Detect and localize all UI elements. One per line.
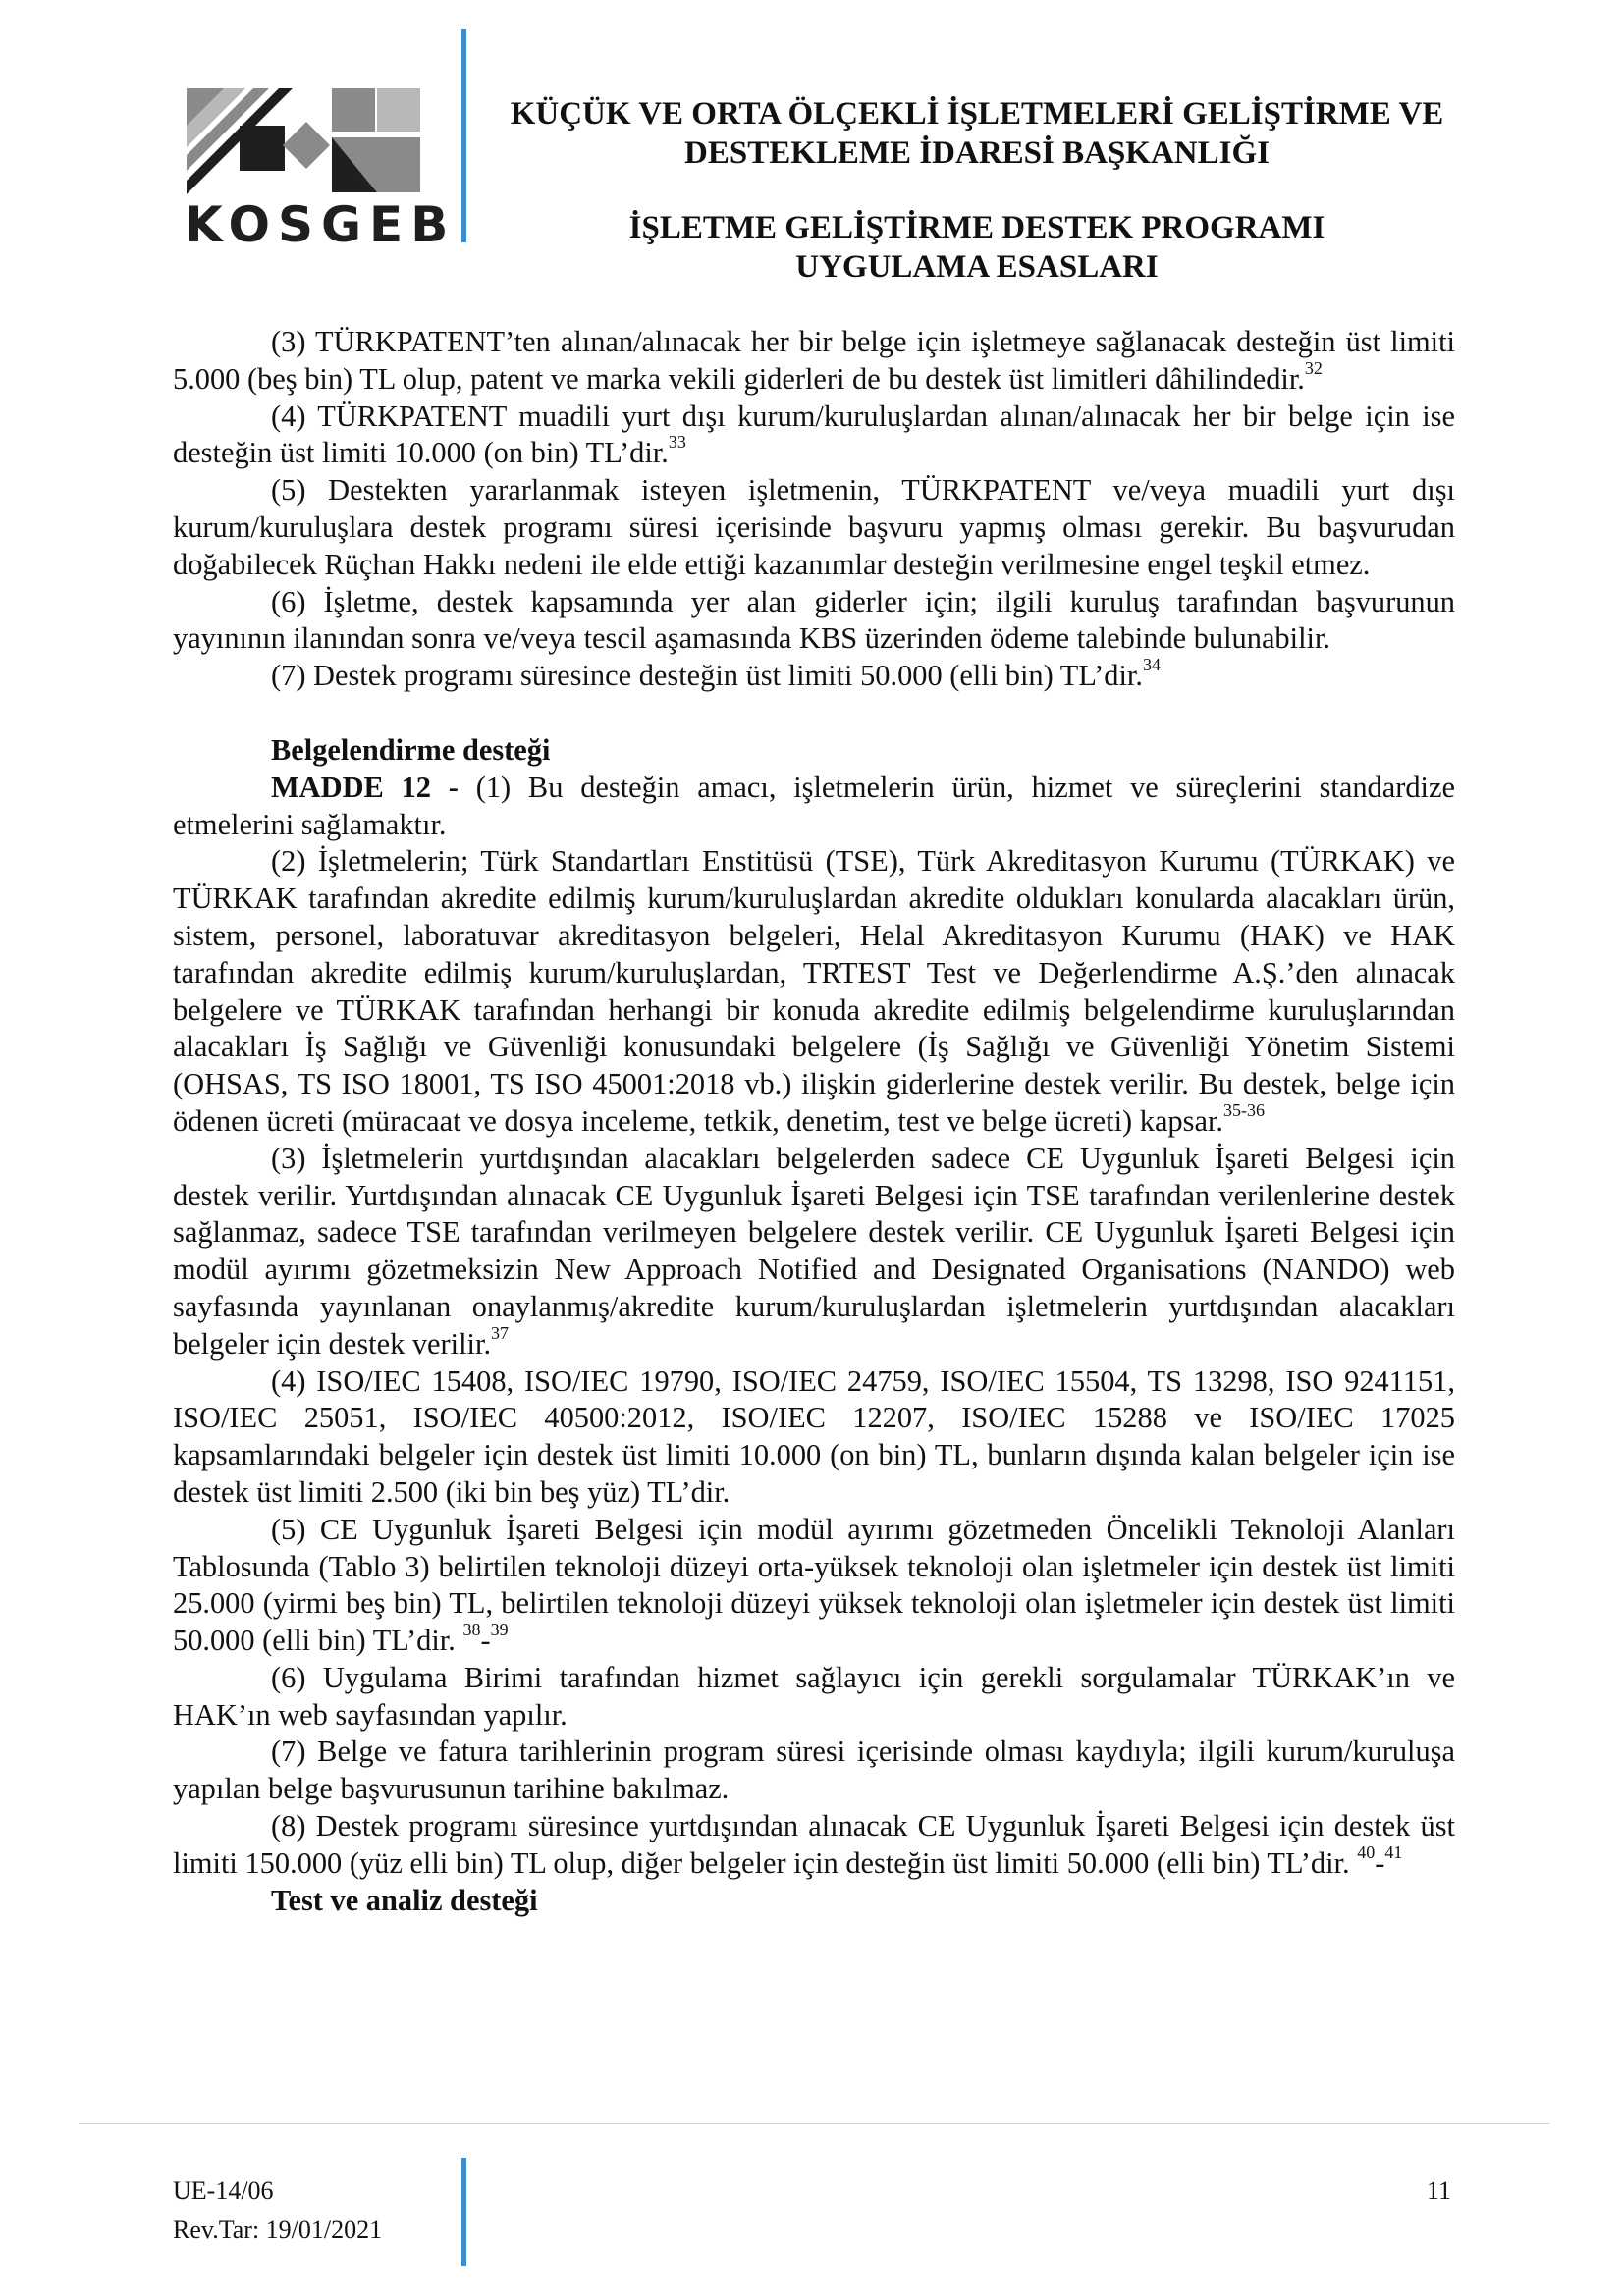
- paragraph: (5) CE Uygunluk İşareti Belgesi için modül ayırımı gözetmeden Öncelikli Teknoloji Alanları Tablosunda (Tablo 3) belirtilen teknoloji düzeyi orta-yüksek teknoloji olan işletmeler için destek üst limiti 25.000 (yirmi beş bin) TL, belirtilen teknoloji düzeyi yüksek teknoloji olan işletmeler için destek üst limiti 50.000 (elli bin) TL’dir. $^{38}$-$^{39}$: [173, 1512, 1455, 1658]
- paragraph: (4) TÜRKPATENT muadili yurt dışı kurum/kuruluşlardan alınan/alınacak her bir belge için ise desteğin üst limiti 10.000 (on bin) TL’dir.$^{33}$: [173, 399, 1455, 470]
- paragraph: (7) Destek programı süresince desteğin üst limiti 50.000 (elli bin) TL’dir.$^{34}$: [271, 655, 1161, 693]
- logo-text: KOSGEB: [185, 196, 457, 253]
- page-number: 11: [1427, 2176, 1452, 2205]
- paragraph: (6) Uygulama Birimi tarafından hizmet sağlayıcı için gerekli sorgulamalar TÜRKAK’ın ve HAK’ın web sayfasından yapılır.: [173, 1660, 1455, 1732]
- paragraph: (4) ISO/IEC 15408, ISO/IEC 19790, ISO/IEC 24759, ISO/IEC 15504, TS 13298, ISO 9241151, ISO/IEC 25051, ISO/IEC 40500:2012, ISO/IEC 12207, ISO/IEC 15288 ve ISO/IEC 17025 kapsamlarındaki belgeler için destek üst limiti 10.000 (on bin) TL, bunların dışında kalan belgeler için ise destek üst limiti 2.500 (iki bin beş yüz) TL’dir.: [173, 1363, 1455, 1509]
- section-heading: Belgelendirme desteği: [271, 732, 551, 767]
- program-line-2: UYGULAMA ESASLARI: [795, 249, 1159, 285]
- header-divider: [461, 29, 466, 242]
- document-body: [173, 324, 1455, 1919]
- footer-divider: [461, 2158, 466, 2266]
- paragraph: (3) İşletmelerin yurtdışından alacakları belgelerden sadece CE Uygunluk İşareti Belgesi için destek verilir. Yurtdışından alınacak CE Uygunluk İşareti Belgesi için TSE tarafından verilenlerine destek sağlanmaz, sadece TSE tarafından verilmeyen belgelere destek verilir. CE Uygunluk İşareti Belgesi için modül ayırımı gözetmeksizin New Approach Notified and Designated Organisations (NANDO) web sayfasında yayınlanan onaylanmış/akredite kurum/kuruluşlardan işletmelerin yurtdışından alacakları belgeler için destek verilir.$^{37}$: [173, 1141, 1455, 1361]
- article-label: MADDE 12 -: [271, 770, 459, 804]
- footer-info: [173, 2171, 382, 2250]
- footnote-ref: 38: [462, 1619, 481, 1639]
- footnote-ref: 32: [1304, 357, 1323, 378]
- footnote-ref: 37: [491, 1322, 510, 1343]
- program-line-1: İŞLETME GELİŞTİRME DESTEK PROGRAMI: [628, 210, 1325, 245]
- institution-line-1: KÜÇÜK VE ORTA ÖLÇEKLİ İŞLETMELERİ GELİŞTİRME VE: [510, 96, 1444, 132]
- article-paragraph: MADDE 12 - (1) Bu desteğin amacı, işletmelerin ürün, hizmet ve süreçlerini standardize etmelerini sağlamaktır.: [173, 770, 1455, 841]
- footnote-ref: 34: [1142, 655, 1161, 675]
- paragraph: (8) Destek programı süresince yurtdışından alınacak CE Uygunluk İşareti Belgesi için destek üst limiti 150.000 (yüz elli bin) TL olup, diğer belgeler için desteğin üst limiti 50.000 (elli bin) TL’dir. $^{40}$-$^{41}$: [173, 1809, 1455, 1880]
- revision-date: Rev.Tar: 19/01/2021: [173, 2216, 383, 2244]
- institution-title: [481, 94, 1473, 173]
- footnote-ref: 39: [490, 1619, 509, 1639]
- paragraph: (6) İşletme, destek kapsamında yer alan giderler için; ilgili kuruluş tarafından başvurunun yayınının ilanından sonra ve/veya tescil aşamasında KBS üzerinden ödeme talebinde bulunabilir.: [173, 584, 1455, 656]
- footnote-ref: 40: [1357, 1842, 1376, 1862]
- page-header: [0, 0, 1623, 294]
- section-heading: Test ve analiz desteği: [271, 1883, 538, 1917]
- footnote-ref: 33: [668, 432, 686, 453]
- paragraph: (5) Destekten yararlanmak isteyen işletmenin, TÜRKPATENT ve/veya muadili yurt dışı kurum/kuruluşlara destek programı süresi içerisinde başvuru yapmış olması gerekir. Bu başvurudan doğabilecek Rüçhan Hakkı nedeni ile elde ettiği kazanımlar desteğin verilmesine engel teşkil etmez.: [173, 473, 1455, 581]
- document-code: UE-14/06: [173, 2176, 274, 2205]
- program-title: [481, 208, 1473, 287]
- kosgeb-logo: [185, 86, 457, 253]
- footnote-ref: 35-36: [1222, 1099, 1265, 1120]
- footnote-ref: 41: [1384, 1842, 1403, 1862]
- paragraph: (2) İşletmelerin; Türk Standartları Enstitüsü (TSE), Türk Akreditasyon Kurumu (TÜRKAK) ve TÜRKAK tarafından akredite edilmiş kurum/kuruluşlardan akredite oldukları konularda alacakları ürün, sistem, personel, laboratuvar akreditasyon belgeleri, Helal Akreditasyon Kurumu (HAK) ve HAK tarafından akredite edilmiş kurum/kuruluşlardan, TRTEST Test ve Değerlendirme A.Ş.’den alınacak belgelere ve TÜRKAK tarafından herhangi bir konuda akredite edilmiş belgelendirme kuruluşlarından alacakları İş Sağlığı ve Güvenliği konusundaki belgelere (İş Sağlığı ve Güvenliği Yönetim Sistemi (OHSAS, TS ISO 18001, TS ISO 45001:2018 vb.) ilişkin giderlerine destek verilir. Bu destek, belge için ödenen ücreti (müracaat ve dosya inceleme, tetkik, denetim, test ve belge ücreti) kapsar.$^{35-36}$: [173, 844, 1455, 1138]
- logo-graphic: [185, 86, 425, 194]
- paragraph: (7) Belge ve fatura tarihlerinin program süresi içerisinde olması kaydıyla; ilgili kurum/kuruluşa yapılan belge başvurusunun tarihine bakılmaz.: [173, 1735, 1455, 1806]
- institution-line-2: DESTEKLEME İDARESİ BAŞKANLIĞI: [684, 135, 1270, 171]
- paragraph: (3) TÜRKPATENT’ten alınan/alınacak her bir belge için işletmeye sağlanacak desteğin üst limiti 5.000 (beş bin) TL olup, patent ve marka vekili giderleri de bu destek üst limitleri dâhilindedir.$^{32}$: [173, 325, 1455, 396]
- footer-separator: [79, 2123, 1549, 2124]
